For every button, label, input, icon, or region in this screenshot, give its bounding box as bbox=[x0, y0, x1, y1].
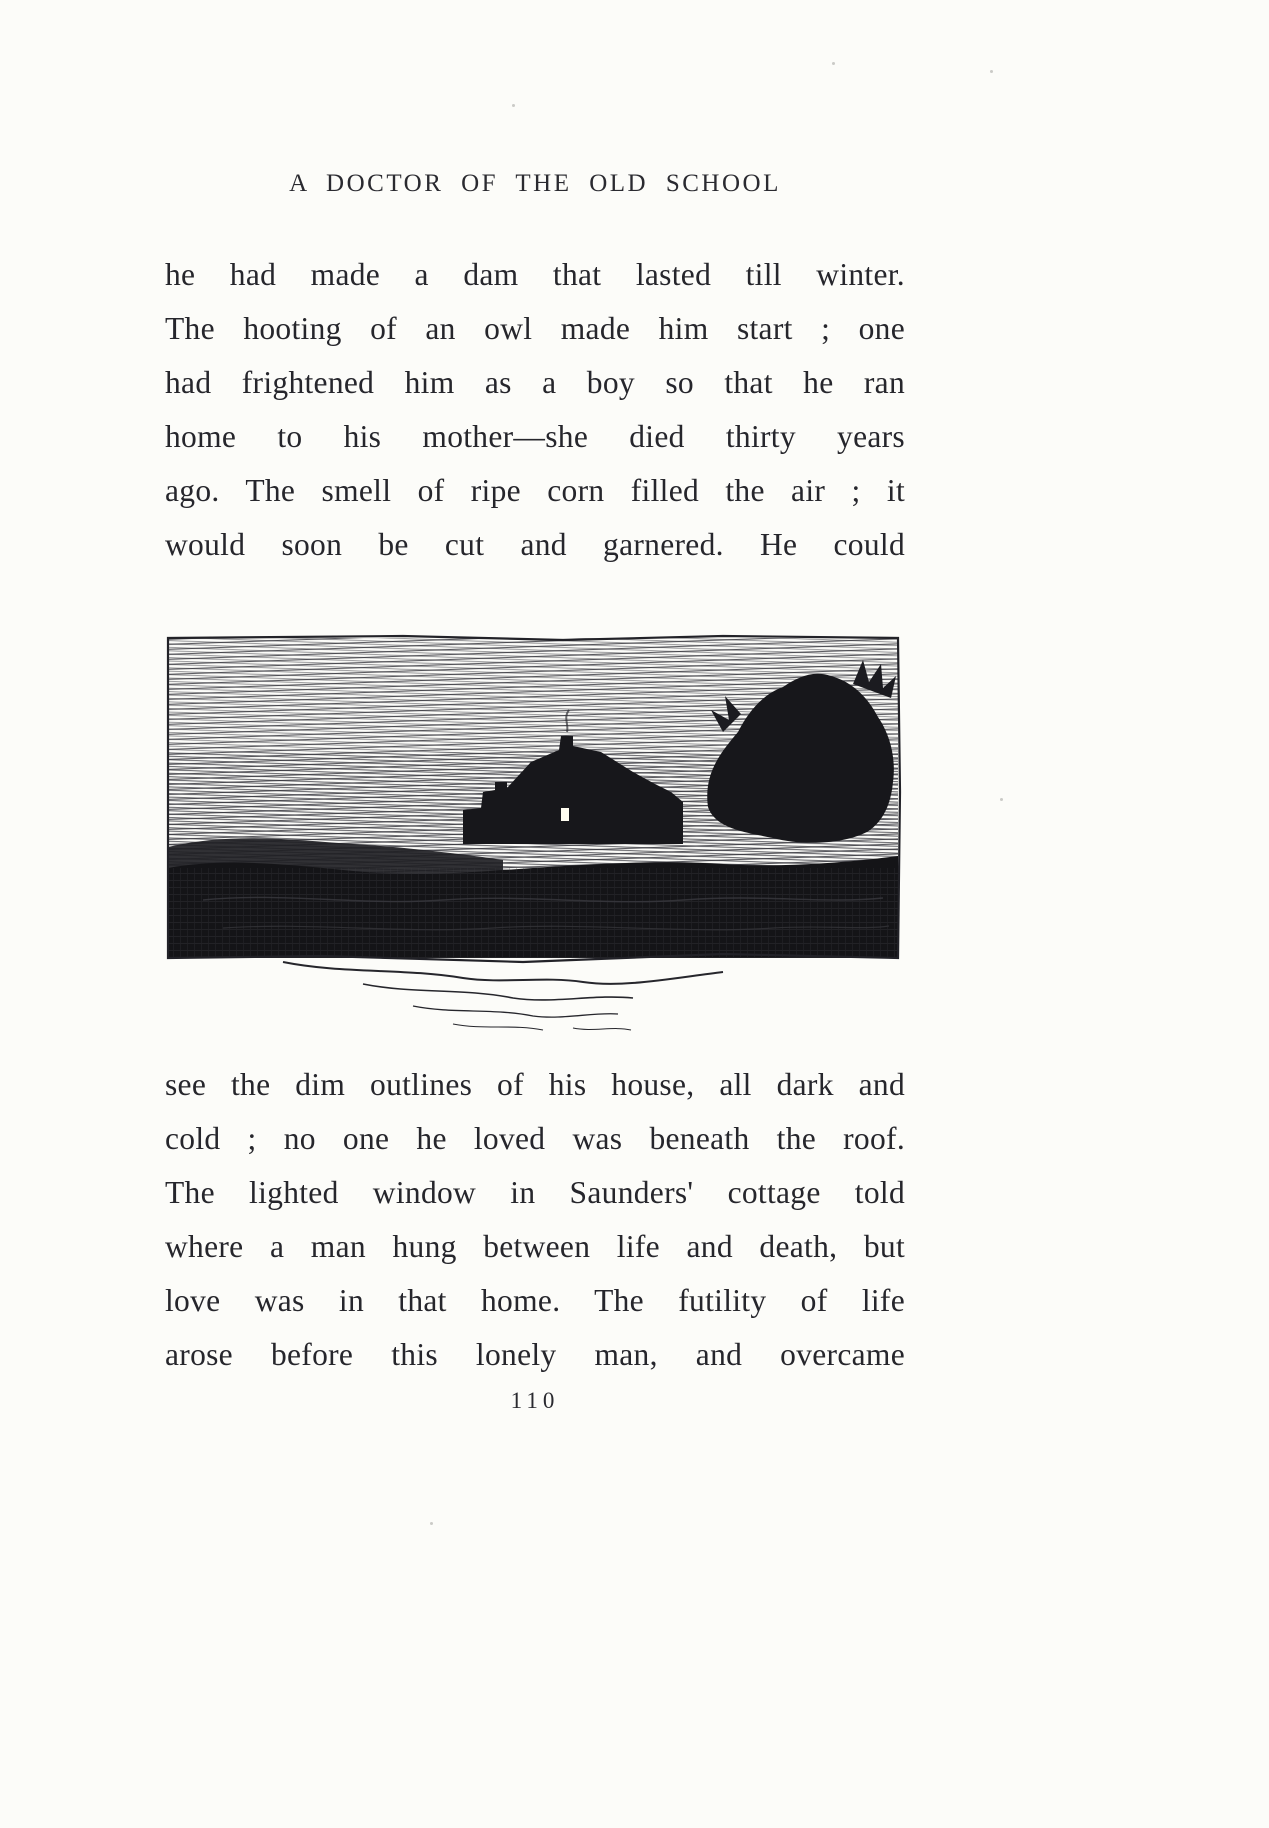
cottage-landscape-engraving bbox=[163, 632, 905, 1038]
paragraph-top bbox=[165, 248, 905, 572]
text-line: The hooting of an owl made him start ; one bbox=[165, 311, 905, 346]
scan-speck bbox=[1000, 798, 1003, 801]
text-line: had frightened him as a boy so that he ran bbox=[165, 365, 905, 400]
running-header: A DOCTOR OF THE OLD SCHOOL bbox=[289, 170, 781, 197]
text-line: see the dim outlines of his house, all dark and bbox=[165, 1067, 905, 1102]
engraving-svg bbox=[163, 632, 905, 1038]
text-line: home to his mother—she died thirty years bbox=[165, 419, 905, 454]
paragraph-bottom bbox=[165, 1058, 905, 1382]
text-line: cold ; no one he loved was beneath the roof. bbox=[165, 1121, 905, 1156]
text-line: The lighted window in Saunders' cottage told bbox=[165, 1175, 905, 1210]
text-line: love was in that home. The futility of life bbox=[165, 1283, 905, 1318]
scan-speck bbox=[430, 1522, 433, 1525]
text-line: ago. The smell of ripe corn filled the air ; it bbox=[165, 473, 905, 508]
lighted-window bbox=[561, 808, 569, 821]
scan-speck bbox=[512, 104, 515, 107]
text-line: he had made a dam that lasted till winter. bbox=[165, 257, 905, 292]
scan-speck bbox=[832, 62, 835, 65]
scan-speck bbox=[990, 70, 993, 73]
text-line: arose before this lonely man, and overcame bbox=[165, 1337, 905, 1372]
page-number: 110 bbox=[510, 1388, 560, 1413]
text-line: would soon be cut and garnered. He could bbox=[165, 527, 905, 562]
text-line: where a man hung between life and death, but bbox=[165, 1229, 905, 1264]
